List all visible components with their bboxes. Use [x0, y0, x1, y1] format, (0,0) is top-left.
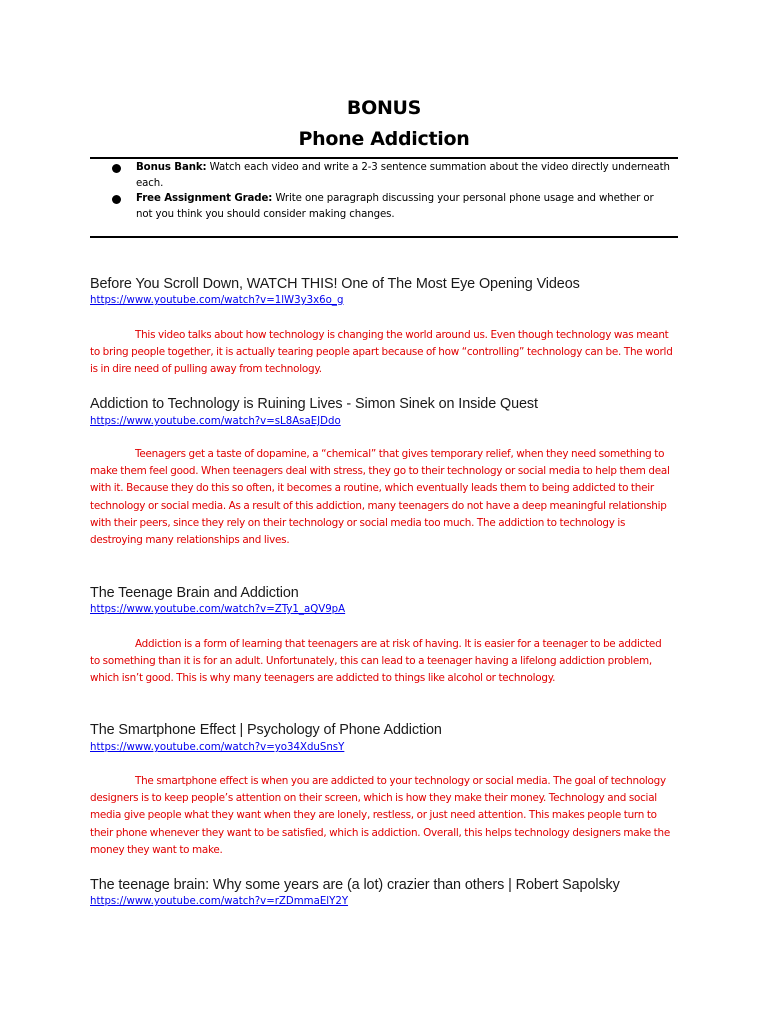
page-subtitle: Phone Addiction [298, 128, 470, 150]
video-summary: The smartphone effect is when you are addicted to your technology or social media. The goal of technology designers is to keep people’s attention on their screen, which is how they make their money. Technology and social media give people what they want when they are lonely, restless, or just need attention. This makes people turn to their phone whenever they want to be satisfied, which is addiction. Overall, this helps technology designers make the money they want to make. [90, 775, 670, 856]
video-title: The teenage brain: Why some years are (a lot) crazier than others | Robert Sapolsky [90, 877, 620, 893]
instruction-text: Write one paragraph discussing your personal phone usage and whether or not you think you should consider making changes. [136, 193, 654, 220]
video-link[interactable]: https://www.youtube.com/watch?v=sL8AsaEJDdo [90, 416, 341, 427]
instructions-list [112, 160, 672, 222]
bottom-divider [90, 236, 678, 238]
video-summary: Addiction is a form of learning that teenagers are at risk of having. It is easier for a teenager to be addicted to something than it is for an adult. Unfortunately, this can lead to a teenager having a lifelong addiction problem, which isn’t good. This is why many teenagers are addicted to things like alcohol or technology. [90, 638, 662, 685]
video-link[interactable]: https://www.youtube.com/watch?v=yo34XduSnsY [90, 742, 345, 753]
instruction-item-bonus-bank [112, 160, 672, 191]
instruction-label: Bonus Bank: [136, 162, 207, 173]
bullet-icon [112, 195, 121, 204]
video-title: The Smartphone Effect | Psychology of Phone Addiction [90, 722, 442, 738]
video-link[interactable]: https://www.youtube.com/watch?v=rZDmmaElY2Y [90, 896, 349, 907]
instruction-item-free-assignment [112, 191, 672, 222]
instruction-label: Free Assignment Grade: [136, 193, 273, 204]
video-link[interactable]: https://www.youtube.com/watch?v=ZTy1_aQV9pA [90, 604, 346, 615]
bullet-icon [112, 164, 121, 173]
video-title: Addiction to Technology is Ruining Lives - Simon Sinek on Inside Quest [90, 396, 538, 412]
top-divider [90, 157, 678, 159]
video-title: The Teenage Brain and Addiction [90, 585, 299, 601]
page-title: BONUS [346, 97, 422, 119]
video-title: Before You Scroll Down, WATCH THIS! One of The Most Eye Opening Videos [90, 276, 580, 292]
instruction-text: Watch each video and write a 2-3 sentence summation about the video directly underneath each. [136, 162, 670, 189]
video-summary: Teenagers get a taste of dopamine, a “chemical” that gives temporary relief, when they need something to make them feel good. When teenagers deal with stress, they go to their technology or social media to help them deal with it. Because they do this so often, it becomes a routine, which eventually leads them to being addicted to their technology or social media. As a result of this addiction, many teenagers do not have a deep meaningful relationship with their peers, since they rely on their technology or social media too much. The addiction to technology is destroying many relationships and lives. [90, 448, 670, 547]
video-link[interactable]: https://www.youtube.com/watch?v=1lW3y3x6o_g [90, 295, 344, 306]
video-summary: This video talks about how technology is changing the world around us. Even though technology was meant to bring people together, it is actually tearing people apart because of how “controlling” technology can be. The world is in dire need of pulling away from technology. [90, 329, 673, 376]
